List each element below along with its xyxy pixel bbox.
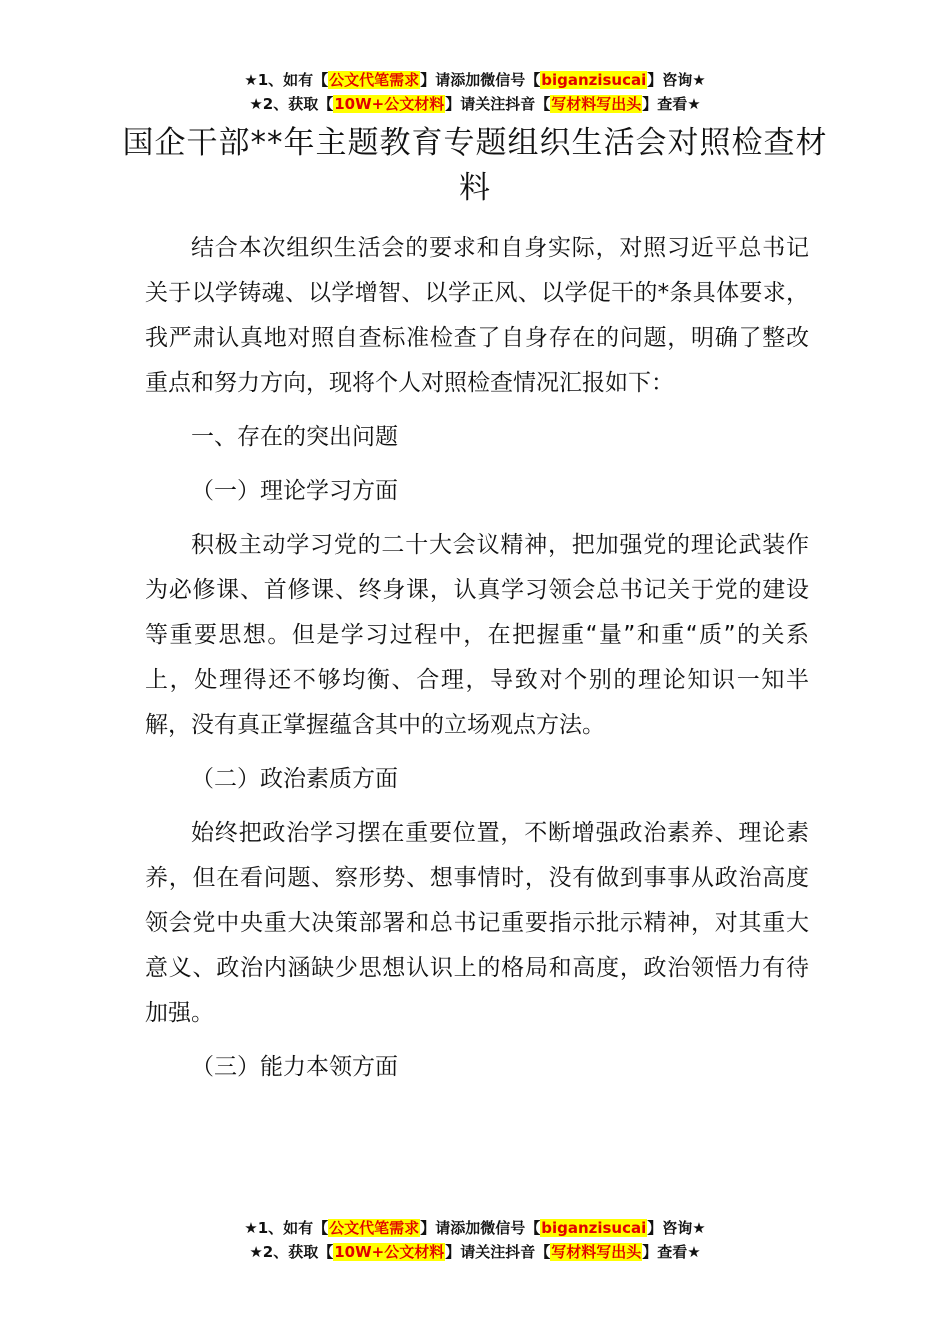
document-body	[145, 226, 809, 1090]
header-promo-banner	[0, 68, 950, 116]
promo-line-2	[0, 1240, 950, 1264]
promo-text: 】请关注抖音【	[445, 95, 551, 113]
promo-line-1	[0, 1216, 950, 1240]
promo-line-1	[0, 68, 950, 92]
promo-text: 】请关注抖音【	[445, 1243, 551, 1261]
promo-text: ★2、获取【	[249, 1243, 334, 1261]
promo-text: 】请添加微信号【	[420, 71, 541, 89]
promo-highlight: biganzisucai	[541, 71, 647, 89]
promo-text: 】咨询★	[647, 1219, 706, 1237]
document-title: 国企干部**年主题教育专题组织生活会对照检查材料	[122, 125, 828, 206]
promo-text: 】咨询★	[647, 71, 706, 89]
subsection-heading: （三）能力本领方面	[191, 1054, 398, 1080]
footer-promo-banner	[0, 1216, 950, 1264]
promo-highlight: 公文代笔需求	[329, 1219, 420, 1237]
promo-text: 】查看★	[642, 95, 701, 113]
promo-text: ★2、获取【	[249, 95, 334, 113]
promo-text: ★1、如有【	[244, 1219, 329, 1237]
promo-highlight: 写材料写出头	[551, 95, 642, 113]
promo-text: 】查看★	[642, 1243, 701, 1261]
section-heading: 一、存在的突出问题	[191, 424, 398, 450]
body-paragraph: 积极主动学习党的二十大会议精神，把加强党的理论武装作为必修课、首修课、终身课，认真学习领会总书记关于党的建设等重要思想。但是学习过程中，在把握重“量”和重“质”的关系上，处理得还不够均衡、合理，导致对个别的理论知识一知半解，没有真正掌握蕴含其中的立场观点方法。	[145, 532, 809, 738]
body-paragraph: 始终把政治学习摆在重要位置，不断增强政治素养、理论素养，但在看问题、察形势、想事情时，没有做到事事从政治高度领会党中央重大决策部署和总书记重要指示批示精神，对其重大意义、政治内涵缺少思想认识上的格局和高度，政治领悟力有待加强。	[145, 820, 809, 1026]
intro-paragraph: 结合本次组织生活会的要求和自身实际，对照习近平总书记关于以学铸魂、以学增智、以学正风、以学促干的*条具体要求，我严肃认真地对照自查标准检查了自身存在的问题，明确了整改重点和努力方向，现将个人对照检查情况汇报如下：	[145, 235, 809, 396]
subsection-heading: （二）政治素质方面	[191, 766, 398, 792]
promo-text: 】请添加微信号【	[420, 1219, 541, 1237]
promo-highlight: 写材料写出头	[551, 1243, 642, 1261]
promo-highlight: biganzisucai	[541, 1219, 647, 1237]
promo-line-2	[0, 92, 950, 116]
promo-highlight: 10W+公文材料	[334, 95, 445, 113]
promo-highlight: 10W+公文材料	[334, 1243, 445, 1261]
promo-text: ★1、如有【	[244, 71, 329, 89]
promo-highlight: 公文代笔需求	[329, 71, 420, 89]
subsection-heading: （一）理论学习方面	[191, 478, 398, 504]
